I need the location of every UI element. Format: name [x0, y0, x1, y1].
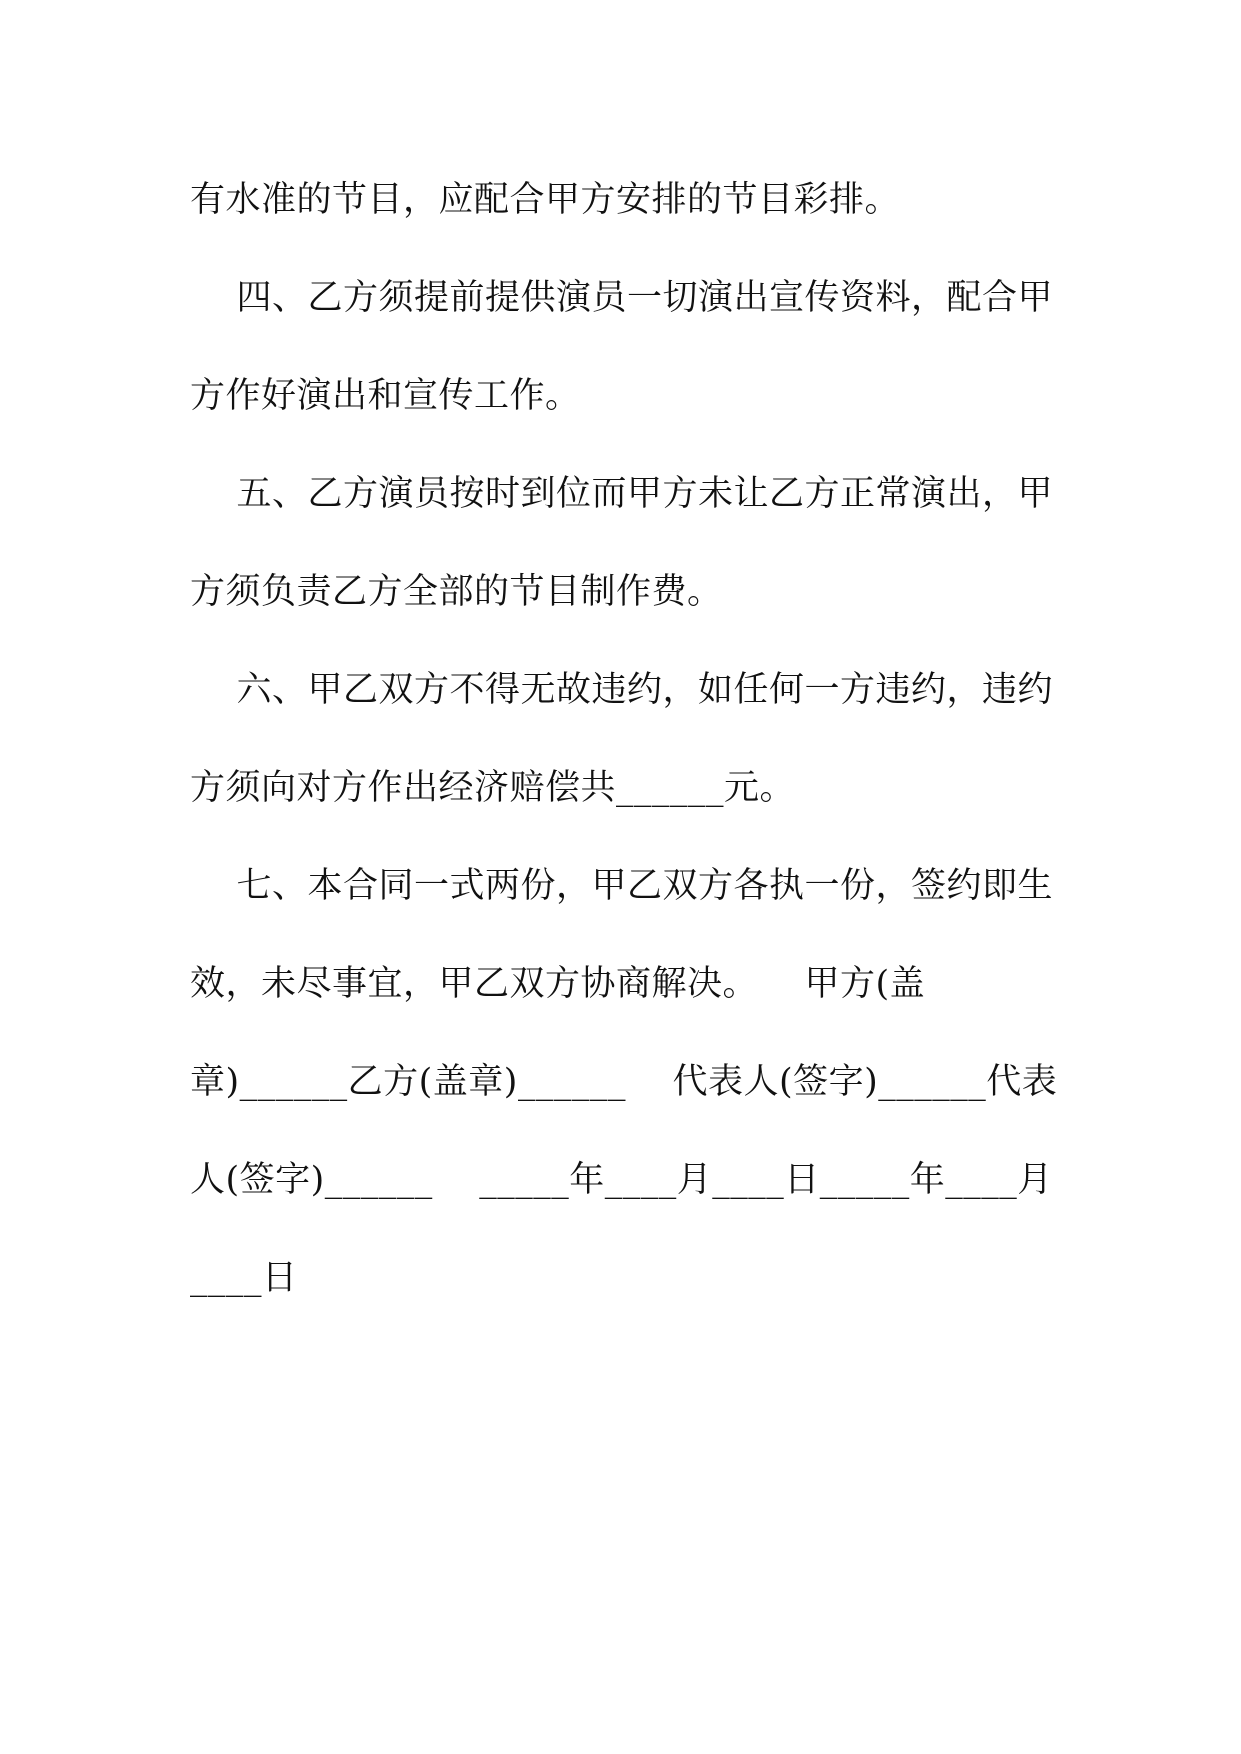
text-line-11: 人(签字)______ _____年____月____日_____年____月	[190, 1160, 1053, 1200]
text-line-8: 七、本合同一式两份，甲乙双方各执一份，签约即生	[190, 866, 1054, 906]
text-line-3: 方作好演出和宣传工作。	[190, 376, 581, 416]
text-line-4: 五、乙方演员按时到位而甲方未让乙方正常演出，甲	[190, 474, 1054, 514]
text-line-2: 四、乙方须提前提供演员一切演出宣传资料，配合甲	[190, 278, 1054, 318]
text-line-6: 六、甲乙双方不得无故违约，如任何一方违约，违约	[190, 670, 1054, 710]
text-line-9: 效，未尽事宜，甲乙双方协商解决。 甲方(盖	[190, 964, 926, 1004]
text-line-12: ____日	[190, 1258, 298, 1298]
text-line-7: 方须向对方作出经济赔偿共______元。	[190, 768, 796, 808]
text-line-1: 有水准的节目，应配合甲方安排的节目彩排。	[190, 180, 901, 220]
text-line-10: 章)______乙方(盖章)______ 代表人(签字)______代表	[190, 1062, 1058, 1102]
text-line-5: 方须负责乙方全部的节目制作费。	[190, 572, 723, 612]
